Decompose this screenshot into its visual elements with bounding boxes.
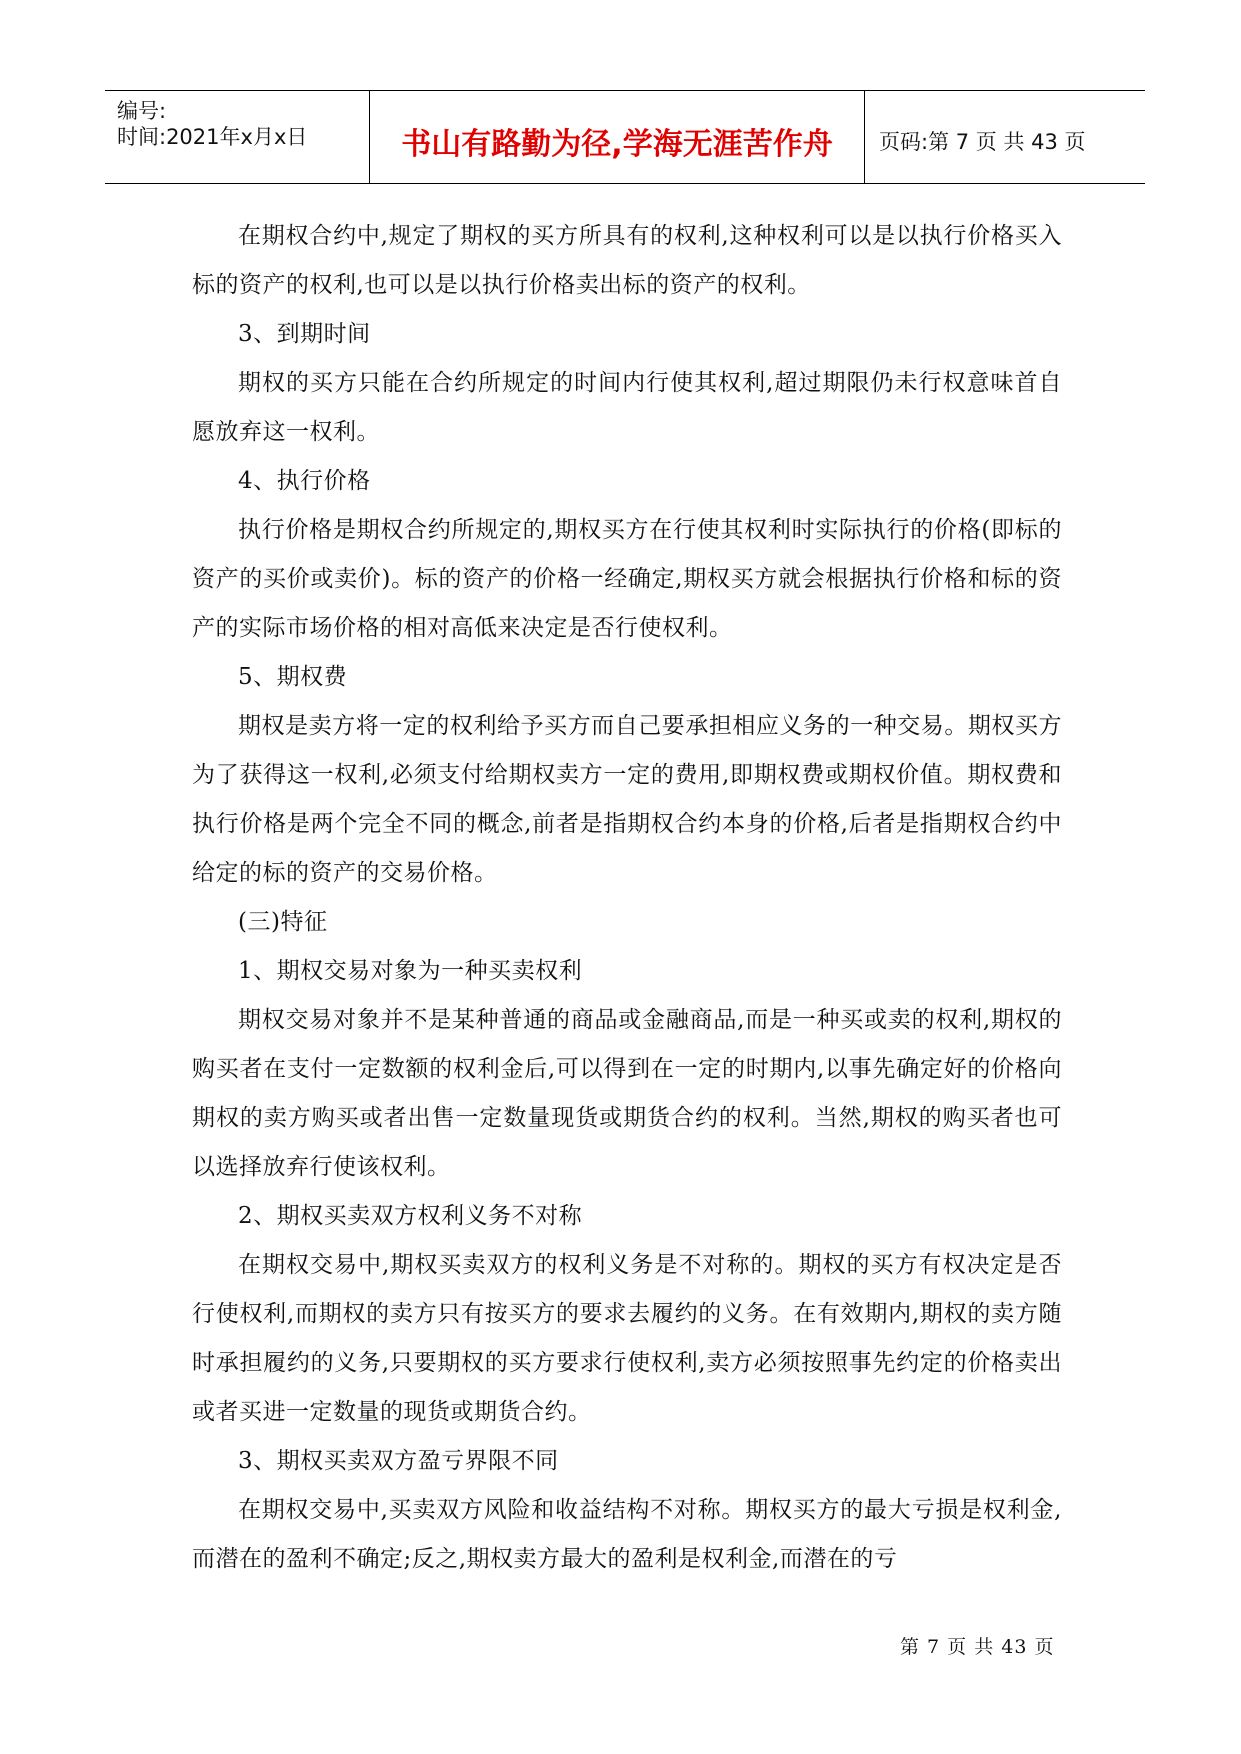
header-motto: 书山有路勤为径,学海无涯苦作舟 — [401, 127, 833, 162]
document-number-label: 编号: — [117, 99, 167, 123]
header-info-cell — [105, 91, 370, 183]
header-page-cell — [865, 91, 1145, 183]
heading-strike-price: 4、执行价格 — [238, 468, 371, 494]
paragraph-feature-2: 在期权交易中,期权买卖双方的权利义务是不对称的。期权的买方有权决定是否行使权利,而期权的卖方只有按买方的要求去履约的义务。在有效期内,期权的卖方随时承担履约的义务,只要期权的买方要求行使权利,卖方必须按照事先约定的价格卖出或者买进一定数量的现货或期货合约。 — [192, 1252, 1062, 1425]
footer-page-number: 第 7 页 共 43 页 — [900, 1636, 1055, 1658]
paragraph-strike-price: 执行价格是期权合约所规定的,期权买方在行使其权利时实际执行的价格(即标的资产的买价或卖价)。标的资产的价格一经确定,期权买方就会根据执行价格和标的资产的实际市场价格的相对高低来决定是否行使权利。 — [192, 517, 1062, 641]
paragraph-option-rights: 在期权合约中,规定了期权的买方所具有的权利,这种权利可以是以执行价格买入标的资产的权利,也可以是以执行价格卖出标的资产的权利。 — [192, 223, 1062, 298]
heading-feature-1: 1、期权交易对象为一种买卖权利 — [238, 958, 583, 984]
section-heading-features: (三)特征 — [238, 909, 328, 935]
document-header — [105, 90, 1145, 184]
paragraph-option-premium: 期权是卖方将一定的权利给予买方而自己要承担相应义务的一种交易。期权买方为了获得这一权利,必须支付给期权卖方一定的费用,即期权费或期权价值。期权费和执行价格是两个完全不同的概念,前者是指期权合约本身的价格,后者是指期权合约中给定的标的资产的交易价格。 — [192, 713, 1062, 886]
paragraph-feature-1: 期权交易对象并不是某种普通的商品或金融商品,而是一种买或卖的权利,期权的购买者在支付一定数额的权利金后,可以得到在一定的时期内,以事先确定好的价格向期权的卖方购买或者出售一定数量现货或期货合约的权利。当然,期权的购买者也可以选择放弃行使该权利。 — [192, 1007, 1062, 1180]
header-page-number: 页码:第 7 页 共 43 页 — [879, 130, 1086, 154]
document-time-label: 时间:2021年x月x日 — [117, 125, 308, 149]
heading-feature-3: 3、期权买卖双方盈亏界限不同 — [238, 1448, 559, 1474]
paragraph-feature-3: 在期权交易中,买卖双方风险和收益结构不对称。期权买方的最大亏损是权利金,而潜在的盈利不确定;反之,期权卖方最大的盈利是权利金,而潜在的亏 — [192, 1497, 1062, 1572]
document-body — [192, 212, 1062, 1584]
header-motto-cell — [370, 91, 865, 183]
heading-expiry-time: 3、到期时间 — [238, 321, 371, 347]
heading-feature-2: 2、期权买卖双方权利义务不对称 — [238, 1203, 583, 1229]
heading-option-premium: 5、期权费 — [238, 664, 348, 690]
paragraph-expiry-time: 期权的买方只能在合约所规定的时间内行使其权利,超过期限仍未行权意味首自愿放弃这一权利。 — [192, 370, 1062, 445]
